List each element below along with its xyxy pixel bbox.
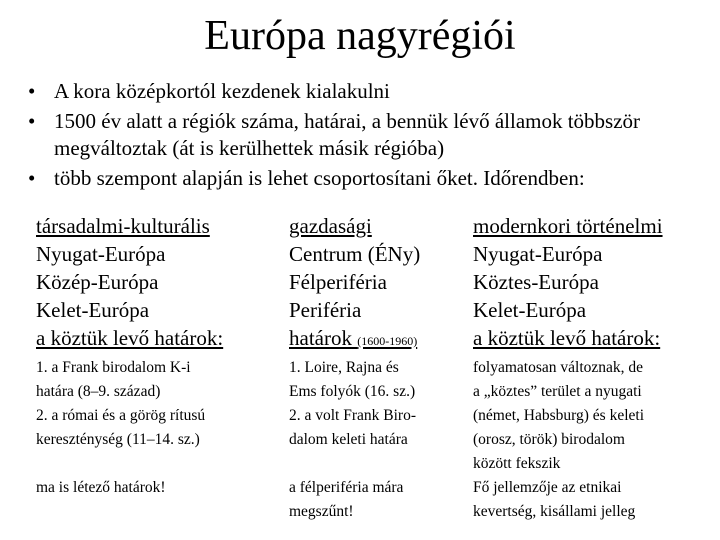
note-line: 2. a volt Frank Biro- bbox=[289, 407, 416, 424]
bullet-item: • több szempont alapján is lehet csoportosítani őket. Időrendben: bbox=[28, 165, 708, 192]
bullet-item: • A kora középkortól kezdenek kialakulni bbox=[28, 78, 708, 105]
column-footer: a köztük levő határok: bbox=[473, 326, 661, 350]
column-modern-historical bbox=[473, 212, 713, 352]
column-economic bbox=[289, 212, 471, 355]
bullet-list bbox=[28, 78, 708, 195]
region-item: Köztes-Európa bbox=[473, 270, 599, 294]
note-line: a „köztes” terület a nyugati bbox=[473, 383, 642, 400]
column-footer-label: határok bbox=[289, 326, 352, 350]
note-line: határa (8–9. század) bbox=[36, 383, 161, 400]
note-line: (orosz, török) birodalom bbox=[473, 431, 625, 448]
note-line: kereszténység (11–14. sz.) bbox=[36, 431, 200, 448]
column-header: gazdasági bbox=[289, 214, 372, 238]
notes-modern-historical bbox=[473, 356, 713, 524]
notes-social-cultural bbox=[36, 356, 281, 500]
note-line: Fő jellemzője az etnikai bbox=[473, 479, 622, 496]
column-header: modernkori történelmi bbox=[473, 214, 663, 238]
notes-economic bbox=[289, 356, 471, 524]
note-line: folyamatosan változnak, de bbox=[473, 359, 644, 376]
region-item: Nyugat-Európa bbox=[36, 242, 166, 266]
region-item: Nyugat-Európa bbox=[473, 242, 603, 266]
column-footer bbox=[289, 324, 471, 355]
note-line: megszűnt! bbox=[289, 503, 354, 520]
note-line: kevertség, kisállami jelleg bbox=[473, 503, 636, 520]
slide-title: Európa nagyrégiói bbox=[204, 13, 516, 59]
note-line: Ems folyók (16. sz.) bbox=[289, 383, 416, 400]
note-line: ma is létező határok! bbox=[36, 479, 166, 496]
note-line: 2. a római és a görög rítusú bbox=[36, 407, 206, 424]
column-footer-period: (1600-1960) bbox=[357, 334, 418, 348]
note-line: a félperiféria mára bbox=[289, 479, 404, 496]
region-item: Kelet-Európa bbox=[36, 298, 150, 322]
region-item: Kelet-Európa bbox=[473, 298, 587, 322]
region-item: Centrum (ÉNy) bbox=[289, 242, 421, 266]
bullet-item: • 1500 év alatt a régiók száma, határai, a bennük lévő államok többször megváltoztak (át is kerülhettek másik régióba) bbox=[28, 108, 708, 162]
note-line: között fekszik bbox=[473, 455, 561, 472]
note-line: dalom keleti határa bbox=[289, 431, 408, 448]
column-header: társadalmi-kulturális bbox=[36, 214, 210, 238]
note-line: 1. Loire, Rajna és bbox=[289, 359, 399, 376]
note-line: 1. a Frank birodalom K-i bbox=[36, 359, 191, 376]
column-social-cultural bbox=[36, 212, 281, 352]
region-item: Közép-Európa bbox=[36, 270, 159, 294]
region-item: Félperiféria bbox=[289, 270, 387, 294]
column-footer: a köztük levő határok: bbox=[36, 326, 224, 350]
region-item: Periféria bbox=[289, 298, 362, 322]
note-line bbox=[289, 452, 471, 476]
note-line bbox=[36, 452, 281, 476]
note-line: (német, Habsburg) és keleti bbox=[473, 407, 645, 424]
